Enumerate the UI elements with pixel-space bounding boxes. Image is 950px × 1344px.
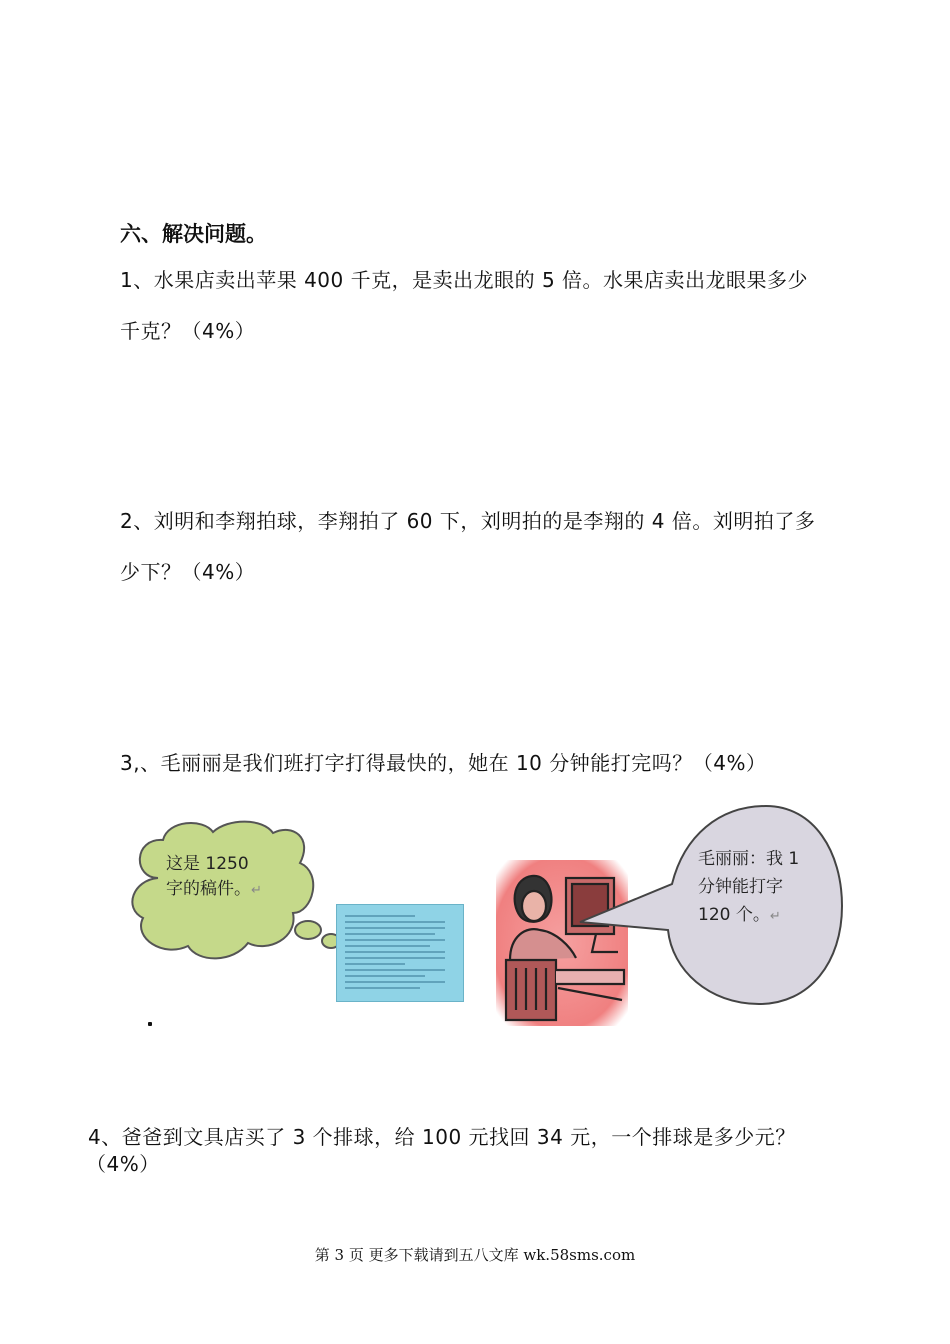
question-4-line-1: 4、爸爸到文具店买了 3 个排球，给 100 元找回 34 元，一个排球是多少元？	[88, 1125, 796, 1149]
cloud-line-2: 字的稿件。	[166, 879, 251, 899]
cloud-line-1: 这是 1250	[166, 854, 249, 874]
manuscript-image	[336, 904, 464, 1002]
question-1-line-2: 千克？（4%）	[120, 319, 256, 343]
question-2-line-2: 少下？（4%）	[120, 560, 256, 584]
question-2-line-1: 2、刘明和李翔拍球，李翔拍了 60 下，刘明拍的是李翔的 4 倍。刘明拍了多	[120, 509, 816, 533]
return-mark: ↵	[251, 883, 262, 898]
question-4-line-2: （4%）	[86, 1152, 160, 1176]
speech-line-3: 120 个。	[698, 905, 770, 925]
return-mark: ↵	[769, 909, 781, 924]
question-1-line-1: 1、水果店卖出苹果 400 千克，是卖出龙眼的 5 倍。水果店卖出龙眼果多少	[120, 268, 809, 292]
speech-line-2: 分钟能打字	[698, 877, 783, 897]
speech-line-1: 毛丽丽：我 1	[698, 849, 800, 869]
question-3-line-1: 3,、毛丽丽是我们班打字打得最快的，她在 10 分钟能打完吗？（4%）	[120, 751, 767, 775]
stray-dot	[148, 1022, 152, 1026]
speech-text	[698, 845, 818, 931]
manuscript-text-lines	[345, 915, 445, 993]
section-heading: 六、解决问题。	[120, 222, 267, 246]
cloud-text	[166, 852, 286, 903]
page-footer: 第 3 页 更多下载请到五八文库 wk.58sms.com	[314, 1246, 636, 1264]
